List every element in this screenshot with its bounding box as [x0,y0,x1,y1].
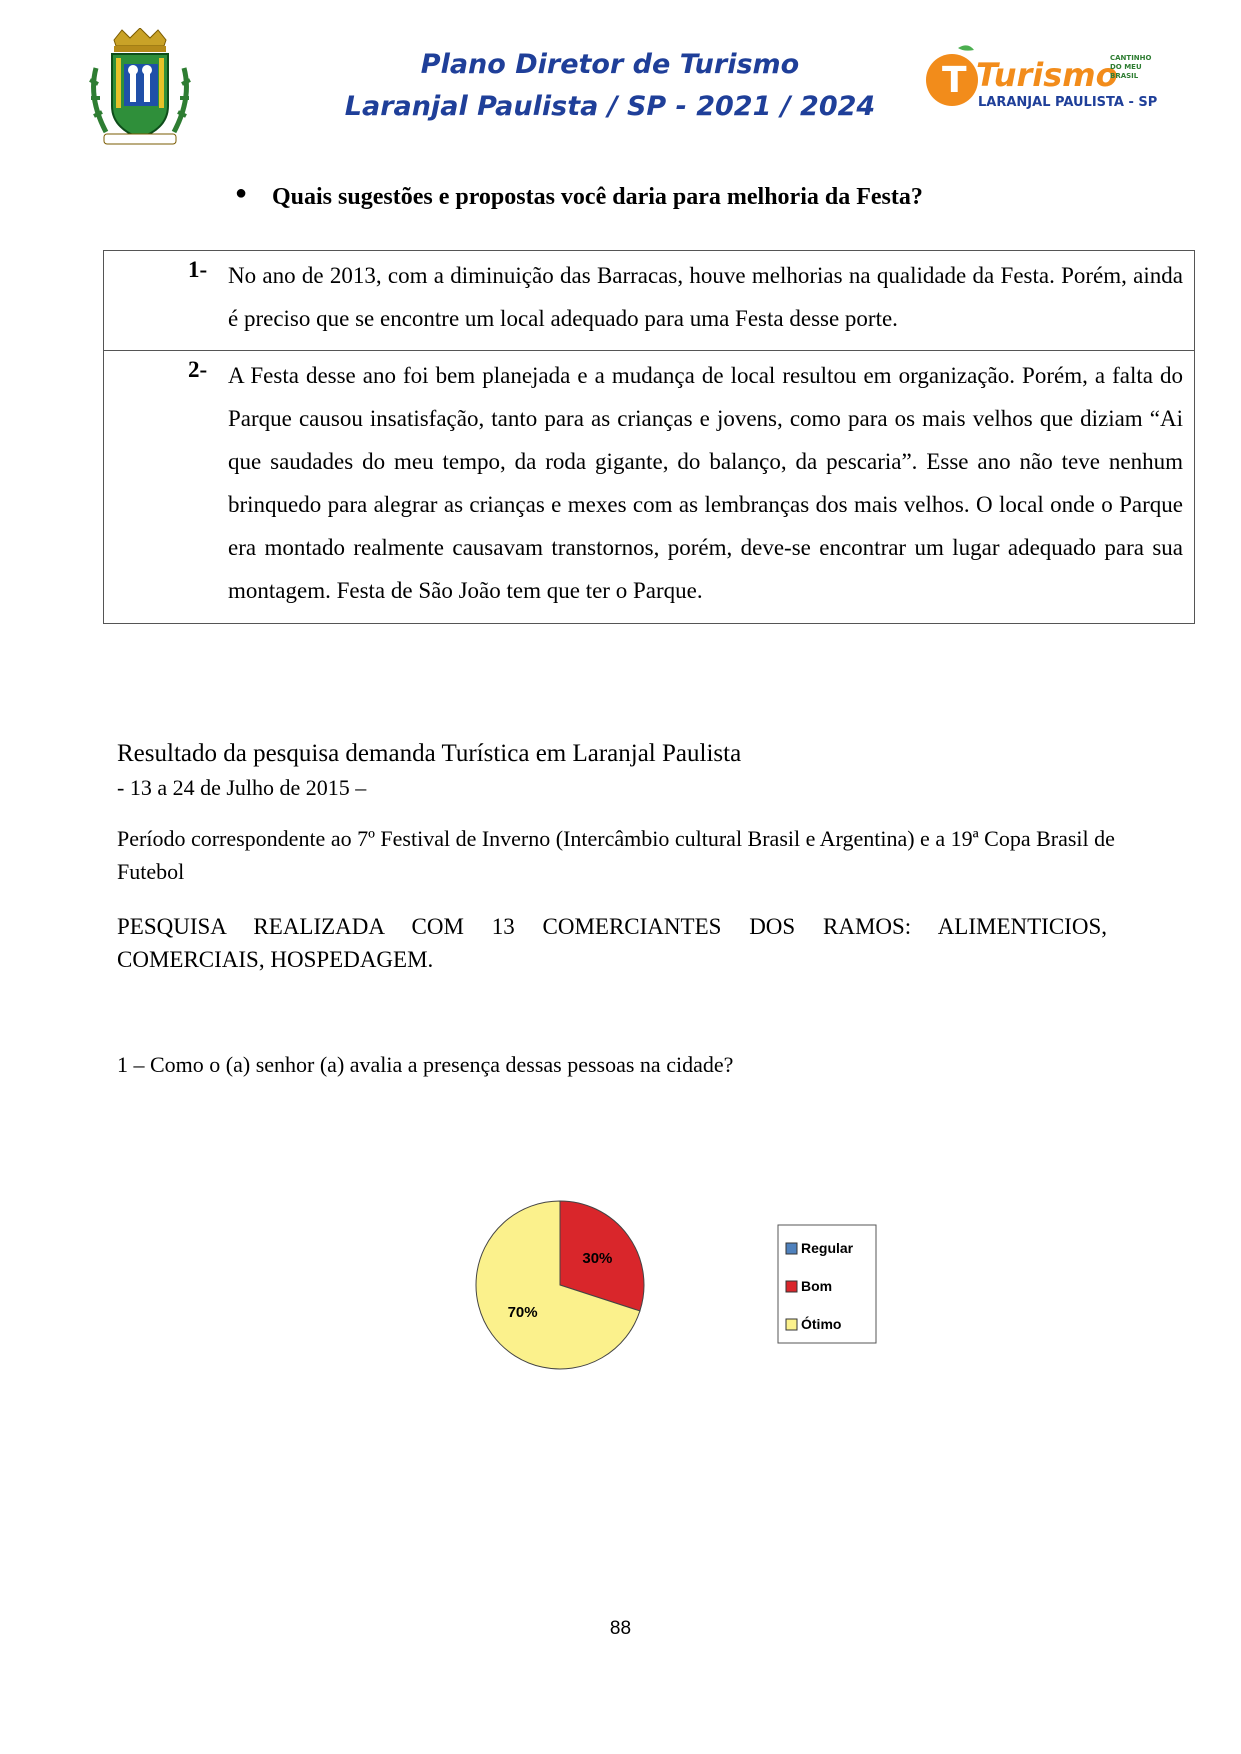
pie-data-label: 70% [507,1304,538,1322]
document-header-title [250,44,970,128]
answer-number: 2- [188,357,208,382]
turismo-logo-side-1: CANTINHO [1110,54,1152,62]
survey-question-1: 1 – Como o (a) senhor (a) avalia a presença dessas pessoas na cidade? [117,1052,734,1077]
legend-label: Ótimo [801,1316,842,1332]
turismo-logo-word: Turismo [976,56,1118,94]
pie-data-label: 30% [582,1249,613,1267]
legend-swatch [786,1243,797,1254]
survey-description [117,910,1107,976]
table-row [104,351,1195,624]
survey-description-line1: PESQUISA REALIZADA COM 13 COMERCIANTES DOS RAMOS: ALIMENTICIOS, [117,914,1107,939]
answer-text: No ano de 2013, com a diminuição das Barracas, houve melhorias na qualidade da Festa. Porém, ainda é preciso que se encontre um local adequado para uma Festa desse porte. [228,263,1183,331]
pie-chart [470,1195,890,1375]
legend-label: Regular [801,1240,854,1256]
survey-description-line2: COMERCIAIS, HOSPEDAGEM. [117,947,434,972]
legend-swatch [786,1319,797,1330]
answer-cell [104,351,1195,624]
header-title-line2: Laranjal Paulista / SP - 2021 / 2024 [344,91,876,122]
section-dates: - 13 a 24 de Julho de 2015 – [117,775,367,800]
page-number: 88 [609,1618,632,1639]
turismo-logo-subtitle: LARANJAL PAULISTA - SP [978,95,1158,110]
turismo-logo [920,40,1160,120]
table-row [104,251,1195,351]
festa-question-text: Quais sugestões e propostas você daria para melhoria da Festa? [272,184,923,210]
coat-of-arms-logo [84,28,196,150]
answer-cell [104,251,1195,351]
svg-text:T: T [942,60,967,101]
legend-label: Bom [801,1278,833,1294]
answers-table [103,250,1195,624]
turismo-logo-side-2: DO MEU [1110,63,1142,71]
section-title: Resultado da pesquisa demanda Turística em Laranjal Paulista [117,740,742,767]
legend-swatch [786,1281,797,1292]
answer-text: A Festa desse ano foi bem planejada e a mudança de local resultou em organização. Porém, a falta do Parque causou insatisfação, tanto para as crianças e jovens, como para os mais velhos que diziam “Ai que saudades do meu tempo, da roda gigante, do balanço, da pescaria”. Esse ano não teve nenhum brinquedo para alegrar as crianças e mexes com as lembranças dos mais velhos. O local onde o Parque era montado realmente causavam transtornos, porém, deve-se encontrar um lugar adequado para sua montagem. Festa de São João tem que ter o Parque. [228,363,1183,603]
answer-number: 1- [188,257,208,282]
bullet-icon: ● [235,182,248,204]
turismo-logo-side-3: BRASIL [1110,72,1139,80]
header-title-line1: Plano Diretor de Turismo [420,49,800,80]
period-description: Período correspondente ao 7º Festival de Inverno (Intercâmbio cultural Brasil e Argentina) e a 19ª Copa Brasil de Futebol [117,826,1115,884]
